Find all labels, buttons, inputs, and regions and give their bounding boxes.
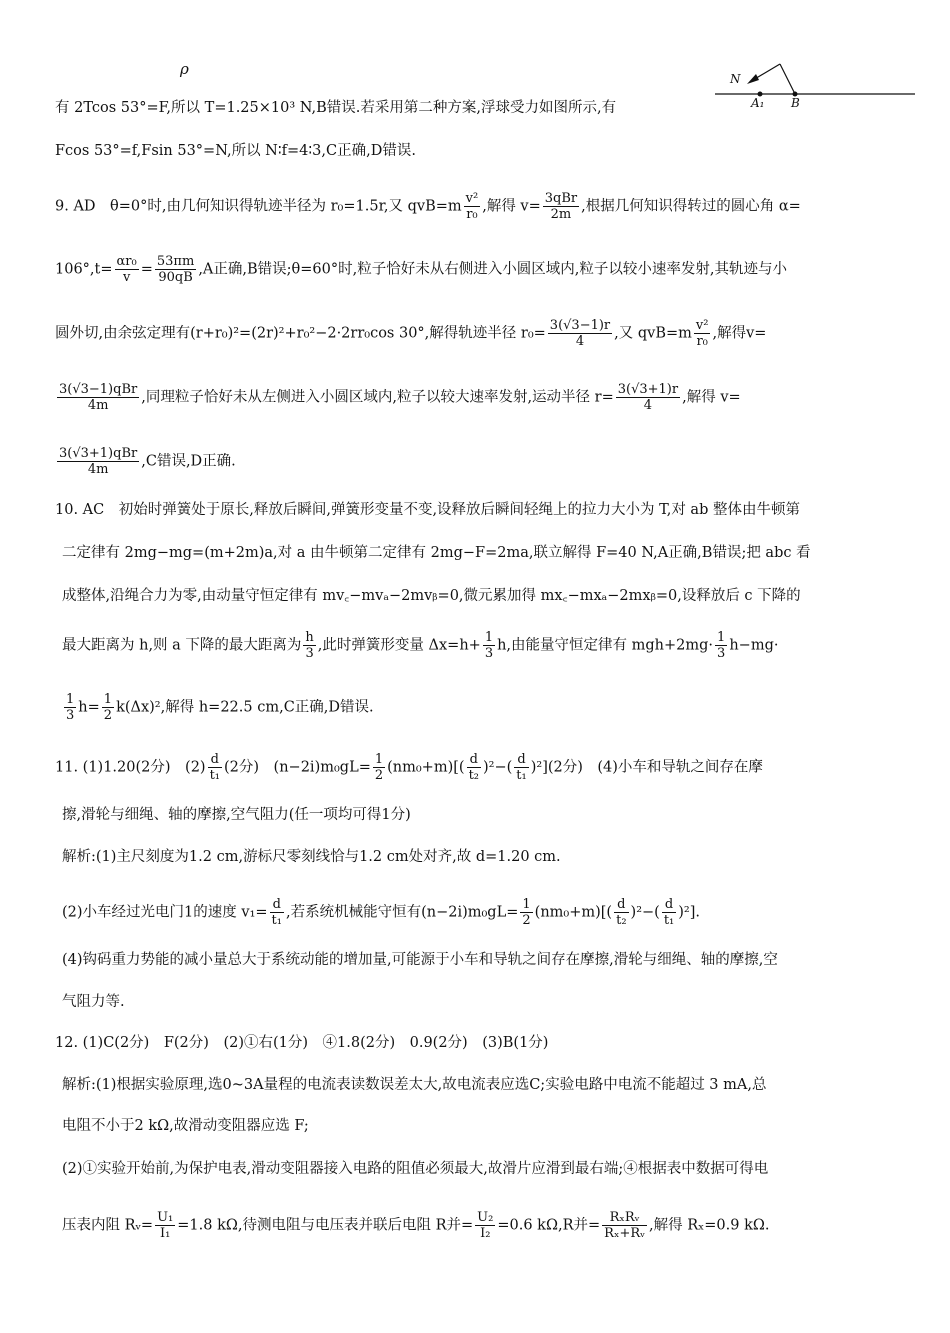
- q9-line-1: 9. AD θ=0°时,由几何知识得轨迹半径为 r₀=1.5r,又 qvB=m $\frac{\text{v²}}{\text{r₀}}$ ,解得 v= $\frac{\text{3qBr}}{2m}$ ,根据几何知识得转过的圆心角 α=: [55, 191, 801, 222]
- label-n: N: [730, 72, 741, 86]
- q12-line-1: 12. (1)C(2分) F(2分) (2)①右(1分) ④1.8(2分) 0.9(2分) (3)B(1分): [55, 1035, 549, 1051]
- q9-line-4: $\frac{\text{3(√3−1)qBr}}{4m}$ ,同理粒子恰好未从左侧进入小圆区域内,粒子以较大速率发射,运动半径 r= $\frac{3(√3+1)r}{4}$ ,解得 v=: [59, 382, 741, 413]
- q11-line-3: 解析:(1)主尺刻度为1.2 cm,游标尺零刻线恰与1.2 cm处对齐,故 d=1.20 cm.: [62, 849, 561, 865]
- top-line-1: 有 2Tcos 53°=F,所以 T=1.25×10³ N,B错误.若采用第二种方案,浮球受力如图所示,有: [55, 100, 617, 116]
- fraction: $\frac{1}{3}$: [717, 630, 726, 661]
- fraction: $\frac{\text{αr₀}}{v}$: [116, 254, 137, 285]
- fraction: $\frac{\text{v²}}{\text{r₀}}$: [465, 191, 479, 222]
- fraction: $\frac{\text{U₂}}{\text{I₂}}$: [477, 1210, 494, 1241]
- fraction: $\frac{1}{2}$: [374, 752, 384, 783]
- fraction: $\frac{1}{3}$: [66, 692, 75, 723]
- q9-line-3: 圆外切,由余弦定理有(r+r₀)²=(2r)²+r₀²−2·2rr₀cos 30°,解得轨迹半径 r₀= $\frac{3(√3-1)r}{4}$ ,又 qvB=m $\frac{\text{v²}}{\text{r₀}}$ ,解得v=: [55, 318, 767, 349]
- fraction: $\frac{\text{RₓRᵥ}}{\text{Rₓ+Rᵥ}}$: [604, 1210, 645, 1241]
- q10-line-5: $\frac{1}{3}$ h= $\frac{1}{2}$ k(Δx)²,解得 h=22.5 cm,C正确,D错误.: [66, 692, 374, 723]
- q12-line-3: 电阻不小于2 kΩ,故滑动变阻器应选 F;: [62, 1118, 309, 1134]
- fraction: $\frac{d}{\text{t₂}}$: [468, 752, 479, 783]
- fraction: $\frac{1}{2}$: [522, 897, 531, 928]
- q11-line-2: 擦,滑轮与细绳、轴的摩擦,空气阻力(任一项均可得1分): [62, 807, 411, 823]
- fraction: $\frac{1}{3}$: [484, 630, 494, 661]
- q9-line-5: $\frac{\text{3(√3+1)qBr}}{4m}$ ,C错误,D正确.: [59, 446, 236, 477]
- q12-line-5: 压表内阻 Rᵥ= $\frac{\text{U₁}}{\text{I₁}}$ =1.8 kΩ,待测电阻与电压表并联后电阻 R并= $\frac{\text{U₂}}{\text{I₂}}$ =0.6 kΩ,R并= $\frac{\text{RₓRᵥ}}{\text{Rₓ+Rᵥ}}$ ,解得 Rₓ=0.9 kΩ.: [62, 1210, 770, 1241]
- fraction: $\frac{\text{3(√3−1)qBr}}{4m}$: [59, 382, 138, 413]
- fraction: $\frac{d}{\text{t₁}}$: [209, 752, 221, 783]
- fraction: $\frac{\text{v²}}{\text{r₀}}$: [695, 318, 709, 349]
- q12-line-2: 解析:(1)根据实验原理,选0~3A量程的电流表读数误差太大,故电流表应选C;实验电路中电流不能超过 3 mA,总: [62, 1077, 767, 1093]
- fraction: $\frac{\text{3qBr}}{2m}$: [544, 191, 578, 222]
- q10-line-1: 10. AC 初始时弹簧处于原长,释放后瞬间,弹簧形变量不变,设释放后瞬间轻绳上的拉力大小为 T,对 ab 整体由牛顿第: [55, 502, 800, 518]
- q10-line-3: 成整体,沿绳合力为零,由动量守恒定律有 mv꜀−mvₐ−2mvᵦ=0,微元累加得 mx꜀−mxₐ−2mxᵦ=0,设释放后 c 下降的: [62, 588, 801, 604]
- fraction: $\frac{d}{\text{t₁}}$: [663, 897, 675, 928]
- q11-line-6: 气阻力等.: [62, 994, 125, 1010]
- q11-line-4: (2)小车经过光电门1的速度 v₁= $\frac{d}{\text{t₁}}$ ,若系统机械能守恒有(n−2i)m₀gL= $\frac{1}{2}$ (nm₀+m)[( $\frac{d}{\text{t₂}}$ )²−( $\frac{d}{\text{t₁}}$ )²].: [62, 897, 700, 928]
- fraction: $\frac{53\pi m}{90qB}$: [156, 254, 195, 285]
- label-a1: A₁: [751, 96, 765, 110]
- fraction: $\frac{3(√3+1)r}{4}$: [617, 382, 679, 413]
- fraction: $\frac{d}{\text{t₁}}$: [516, 752, 527, 783]
- fraction: $\frac{d}{\text{t₁}}$: [271, 897, 282, 928]
- q10-line-4: 最大距离为 h,则 a 下降的最大距离为 $\frac{h}{3}$ ,此时弹簧形变量 Δx=h+ $\frac{1}{3}$ h,由能量守恒定律有 mgh+2mg· $\frac{1}{3}$ h−mg·: [62, 630, 779, 661]
- fraction: $\frac{3(√3-1)r}{4}$: [549, 318, 611, 349]
- q11-line-5: (4)钩码重力势能的减小量总大于系统动能的增加量,可能源于小车和导轨之间存在摩擦,滑轮与细绳、轴的摩擦,空: [62, 952, 778, 968]
- force-diagram: [715, 58, 915, 113]
- q9-line-2: 106°,t= $\frac{\text{αr₀}}{v}$ = $\frac{53\pi m}{90qB}$ ,A正确,B错误;θ=60°时,粒子恰好未从右侧进入小圆区域内,粒子以较小速率发射,其轨迹与小: [55, 254, 787, 285]
- fraction: $\frac{h}{3}$: [305, 630, 314, 661]
- q10-line-2: 二定律有 2mg−mg=(m+2m)a,对 a 由牛顿第二定律有 2mg−F=2ma,联立解得 F=40 N,A正确,B错误;把 abc 看: [62, 545, 811, 561]
- fraction: $\frac{1}{2}$: [103, 692, 113, 723]
- label-b: B: [791, 96, 800, 110]
- fraction: $\frac{\text{3(√3+1)qBr}}{4m}$: [59, 446, 138, 477]
- rho-symbol: ρ: [180, 60, 189, 78]
- q11-line-1: 11. (1)1.20(2分) (2) $\frac{d}{\text{t₁}}$ (2分) (n−2i)m₀gL= $\frac{1}{2}$ (nm₀+m)[( $\frac{d}{\text{t₂}}$ )²−( $\frac{d}{\text{t₁}}$ )²](2分) (4)小车和导轨之间存在摩: [55, 752, 763, 783]
- fraction: $\frac{\text{U₁}}{\text{I₁}}$: [157, 1210, 174, 1241]
- top-line-2: Fcos 53°=f,Fsin 53°=N,所以 N∶f=4∶3,C正确,D错误.: [55, 143, 416, 159]
- fraction: $\frac{d}{\text{t₂}}$: [616, 897, 627, 928]
- q12-line-4: (2)①实验开始前,为保护电表,滑动变阻器接入电路的阻值必须最大,故滑片应滑到最右端;④根据表中数据可得电: [62, 1161, 769, 1177]
